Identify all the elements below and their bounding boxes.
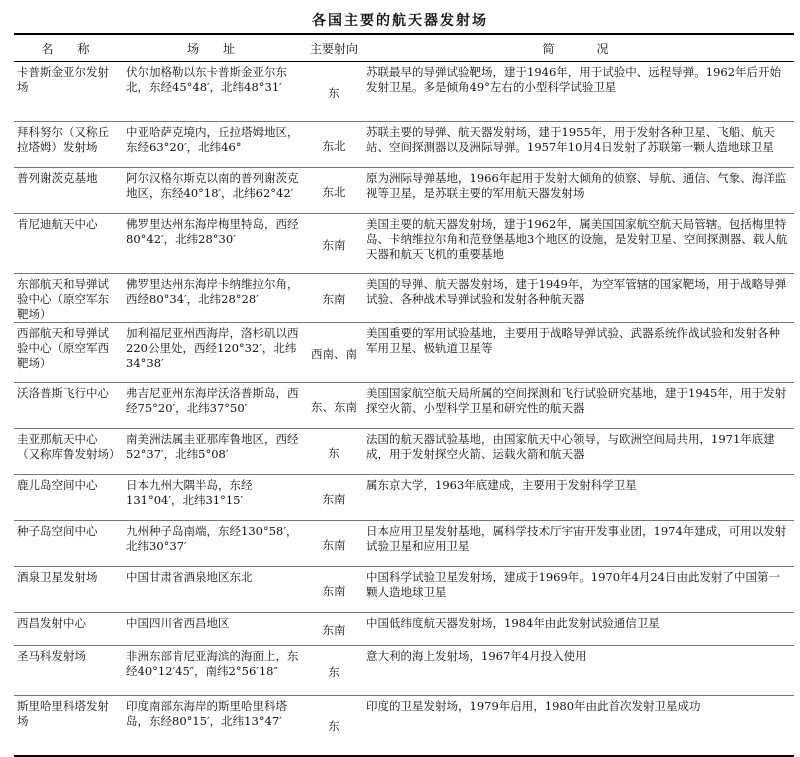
cell-direction: 东南 — [305, 475, 363, 521]
cell-description: 属东京大学，1963年底建成，主要用于发射科学卫星 — [363, 475, 794, 521]
cell-direction: 东北 — [305, 122, 363, 168]
header-direction: 主要射向 — [305, 34, 363, 62]
table-row — [14, 696, 794, 756]
cell-direction: 东南 — [305, 521, 363, 567]
table-row — [14, 429, 794, 475]
cell-description: 苏联最早的导弹试验靶场，建于1946年，用于试验中、远程导弹。1962年后开始发射卫星。多是倾角49°左右的小型科学试验卫星 — [363, 62, 794, 122]
cell-description: 中国科学试验卫星发射场，建成于1969年。1970年4月24日由此发射了中国第一颗人造地球卫星 — [363, 567, 794, 613]
cell-name: 圣马科发射场 — [14, 646, 123, 696]
cell-name: 沃洛普斯飞行中心 — [14, 383, 123, 429]
table-row — [14, 168, 794, 214]
cell-site: 加利福尼亚州西海岸，洛杉矶以西220公里处，西经120°32′，北纬34°38′ — [123, 323, 305, 383]
header-row — [14, 34, 794, 62]
header-site: 场 址 — [123, 34, 305, 62]
cell-site: 佛罗里达州东海岸卡纳维拉尔角，西经80°34′，北纬28°28′ — [123, 274, 305, 323]
cell-name: 拜科努尔（又称丘拉塔姆）发射场 — [14, 122, 123, 168]
cell-site: 印度南部东海岸的斯里哈里科塔岛，东经80°15′，北纬13°47′ — [123, 696, 305, 756]
table-row — [14, 521, 794, 567]
cell-name: 种子岛空间中心 — [14, 521, 123, 567]
cell-direction: 东南 — [305, 214, 363, 274]
cell-direction: 东南 — [305, 613, 363, 646]
cell-site: 中亚哈萨克境内，丘拉塔姆地区，东经63°20′，北纬46° — [123, 122, 305, 168]
header-name: 名 称 — [14, 34, 123, 62]
cell-site: 阿尔汉格尔斯克以南的普列谢茨克地区，东经40°18′，北纬62°42′ — [123, 168, 305, 214]
cell-direction: 东 — [305, 696, 363, 756]
cell-name: 东部航天和导弹试验中心（原空军东靶场） — [14, 274, 123, 323]
cell-site: 中国四川省西昌地区 — [123, 613, 305, 646]
cell-name: 鹿儿岛空间中心 — [14, 475, 123, 521]
cell-site: 伏尔加格勒以东卡普斯金亚尔东北，东经45°48′，北纬48°31′ — [123, 62, 305, 122]
cell-name: 肯尼迪航天中心 — [14, 214, 123, 274]
cell-description: 法国的航天器试验基地，由国家航天中心领导，与欧洲空间局共用，1971年底建成，用于发射探空火箭、运载火箭和航天器 — [363, 429, 794, 475]
cell-name: 西昌发射中心 — [14, 613, 123, 646]
cell-description: 美国重要的军用试验基地，主要用于战略导弹试验、武器系统作战试验和发射各种军用卫星、极轨道卫星等 — [363, 323, 794, 383]
table-row — [14, 613, 794, 646]
cell-name: 圭亚那航天中心（又称库鲁发射场） — [14, 429, 123, 475]
cell-site: 非洲东部肯尼亚海滨的海面上，东经40°12′45″，南纬2°56′18″ — [123, 646, 305, 696]
cell-direction: 东、东南 — [305, 383, 363, 429]
cell-direction: 东北 — [305, 168, 363, 214]
table-row — [14, 646, 794, 696]
table-row — [14, 567, 794, 613]
cell-description: 美国的导弹、航天器发射场，建于1949年，为空军管辖的国家靶场，用于战略导弹试验、各种战术导弹试验和发射各种航天器 — [363, 274, 794, 323]
cell-site: 南美洲法属圭亚那库鲁地区，西经52°37′，北纬5°08′ — [123, 429, 305, 475]
cell-description: 美国主要的航天器发射场，建于1962年，属美国国家航空航天局管辖。包括梅里特岛、卡纳维拉尔角和范登堡基地3个地区的设施，是发射卫星、空间探测器、载人航天器和航天飞机的重要基地 — [363, 214, 794, 274]
cell-name: 普列谢茨克基地 — [14, 168, 123, 214]
header-description: 简 况 — [363, 34, 794, 62]
table-row — [14, 122, 794, 168]
cell-name: 卡普斯金亚尔发射场 — [14, 62, 123, 122]
cell-description: 原为洲际导弹基地，1966年起用于发射大倾角的侦察、导航、通信、气象、海洋监视等卫星，是苏联主要的军用航天器发射场 — [363, 168, 794, 214]
cell-direction: 西南、南 — [305, 323, 363, 383]
cell-name: 酒泉卫星发射场 — [14, 567, 123, 613]
table-row — [14, 383, 794, 429]
table-row — [14, 274, 794, 323]
cell-name: 西部航天和导弹试验中心（原空军西靶场） — [14, 323, 123, 383]
table-row — [14, 214, 794, 274]
table-title: 各国主要的航天器发射场 — [312, 13, 488, 29]
launch-sites-table — [14, 33, 794, 757]
cell-direction: 东 — [305, 646, 363, 696]
table-row — [14, 323, 794, 383]
cell-site: 九州种子岛南端，东经130°58′，北纬30°37′ — [123, 521, 305, 567]
cell-direction: 东南 — [305, 274, 363, 323]
cell-description: 中国低纬度航天器发射场，1984年由此发射试验通信卫星 — [363, 613, 794, 646]
table-row — [14, 62, 794, 122]
table-row — [14, 475, 794, 521]
cell-site: 日本九州大隅半岛，东经131°04′，北纬31°15′ — [123, 475, 305, 521]
cell-name: 斯里哈里科塔发射场 — [14, 696, 123, 756]
cell-description: 印度的卫星发射场，1979年启用，1980年由此首次发射卫星成功 — [363, 696, 794, 756]
cell-description: 意大利的海上发射场，1967年4月投入使用 — [363, 646, 794, 696]
cell-description: 美国国家航空航天局所属的空间探测和飞行试验研究基地，建于1945年，用于发射探空火箭、小型科学卫星和研究性的航天器 — [363, 383, 794, 429]
cell-description: 日本应用卫星发射基地，属科学技术厅宇宙开发事业团，1974年建成，可用以发射试验卫星和应用卫星 — [363, 521, 794, 567]
cell-site: 中国甘肃省酒泉地区东北 — [123, 567, 305, 613]
cell-description: 苏联主要的导弹、航天器发射场，建于1955年，用于发射各种卫星、飞船、航天站、空间探测器以及洲际导弹。1957年10月4日发射了苏联第一颗人造地球卫星 — [363, 122, 794, 168]
cell-direction: 东 — [305, 429, 363, 475]
table-body — [14, 62, 794, 756]
cell-direction: 东 — [305, 62, 363, 122]
cell-site: 佛罗里达州东海岸梅里特岛，西经80°42′，北纬28°30′ — [123, 214, 305, 274]
cell-site: 弗吉尼亚州东海岸沃洛普斯岛，西经75°20′，北纬37°50′ — [123, 383, 305, 429]
cell-direction: 东南 — [305, 567, 363, 613]
